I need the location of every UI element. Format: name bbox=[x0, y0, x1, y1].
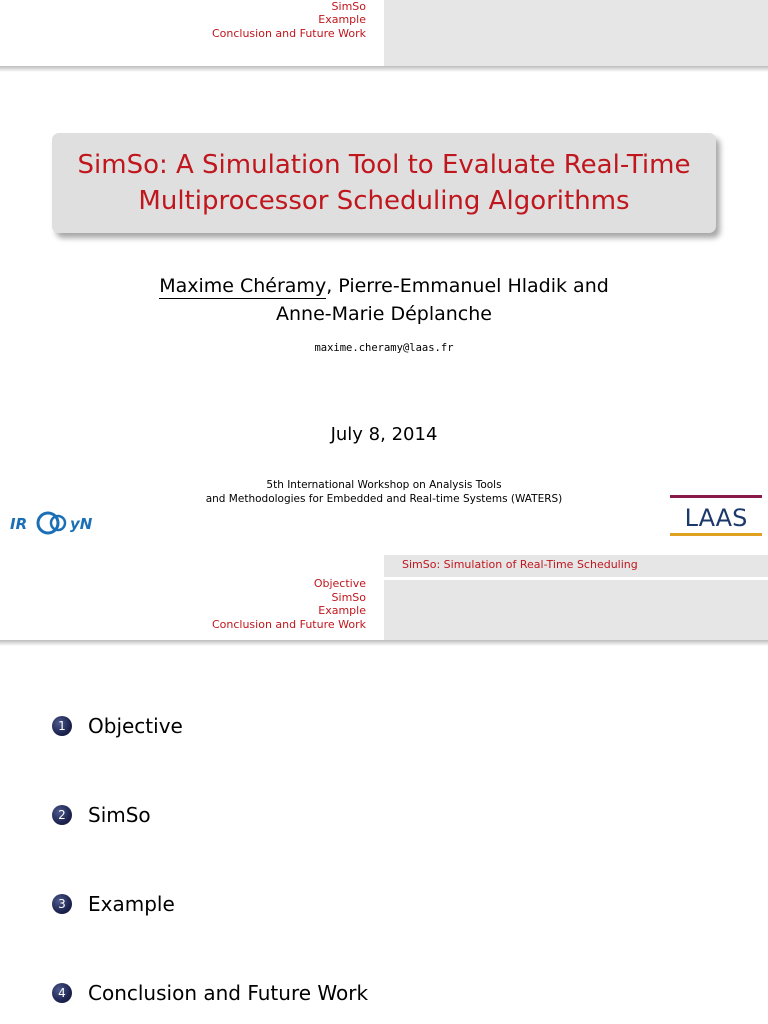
nav-shadow bbox=[0, 640, 768, 646]
outline-item[interactable] bbox=[52, 981, 368, 1005]
co-author-line-2: Anne-Marie Déplanche bbox=[275, 303, 492, 325]
laas-logo bbox=[670, 495, 762, 537]
numbered-bullet: 3 bbox=[52, 894, 72, 914]
outline-label: Objective bbox=[88, 714, 183, 738]
co-authors: , Pierre-Emmanuel Hladik and bbox=[326, 275, 609, 297]
author-email: maxime.cheramy@laas.fr bbox=[314, 342, 454, 354]
outline-item[interactable] bbox=[52, 892, 175, 916]
nav-left-panel bbox=[0, 558, 384, 640]
section-nav-list bbox=[212, 577, 366, 631]
outline-label: SimSo bbox=[88, 803, 151, 827]
presentation-date: July 8, 2014 bbox=[330, 424, 438, 445]
nav-link-example[interactable]: Example bbox=[318, 13, 366, 26]
svg-text:IR: IR bbox=[10, 515, 28, 533]
title-block bbox=[52, 133, 716, 233]
nav-right-panel bbox=[384, 580, 768, 640]
authors bbox=[0, 272, 768, 328]
nav-link-objective[interactable]: Objective bbox=[313, 577, 366, 590]
outline-item[interactable] bbox=[52, 714, 183, 738]
presenting-author: Maxime Chéramy bbox=[159, 275, 327, 297]
title-line-2: Multiprocessor Scheduling Algorithms bbox=[138, 186, 630, 216]
venue bbox=[0, 478, 768, 506]
nav-link-simso[interactable]: SimSo bbox=[331, 0, 366, 13]
nav-shadow bbox=[0, 66, 768, 72]
outline-item[interactable] bbox=[52, 803, 151, 827]
nav-link-simso[interactable]: SimSo bbox=[331, 590, 366, 604]
outline-slide-navigation-bar bbox=[0, 558, 768, 640]
numbered-bullet: 4 bbox=[52, 983, 72, 1003]
numbered-bullet: 2 bbox=[52, 805, 72, 825]
presentation-title bbox=[78, 147, 691, 219]
nav-link-example[interactable]: Example bbox=[318, 604, 366, 617]
outline-label: Conclusion and Future Work bbox=[88, 981, 369, 1005]
nav-link-conclusion[interactable]: Conclusion and Future Work bbox=[211, 26, 366, 40]
title-line-1: SimSo: A Simulation Tool to Evaluate Real-Time bbox=[77, 150, 691, 180]
svg-text:LAAS: LAAS bbox=[684, 504, 748, 532]
nav-left-panel bbox=[0, 0, 384, 66]
ircyn-logo bbox=[10, 508, 105, 538]
nav-right-panel bbox=[384, 0, 768, 66]
nav-link-conclusion[interactable]: Conclusion and Future Work bbox=[211, 617, 366, 631]
top-navigation-bar bbox=[0, 0, 768, 66]
footer-short-title: SimSo: Simulation of Real-Time Scheduling bbox=[402, 558, 638, 571]
numbered-bullet: 1 bbox=[52, 716, 72, 736]
venue-line-2: and Methodologies for Embedded and Real-time Systems (WATERS) bbox=[205, 493, 563, 505]
outline-label: Example bbox=[88, 892, 175, 916]
section-nav-list bbox=[212, 0, 366, 40]
venue-line-1: 5th International Workshop on Analysis Tools bbox=[266, 479, 502, 491]
svg-text:yN: yN bbox=[70, 515, 93, 533]
